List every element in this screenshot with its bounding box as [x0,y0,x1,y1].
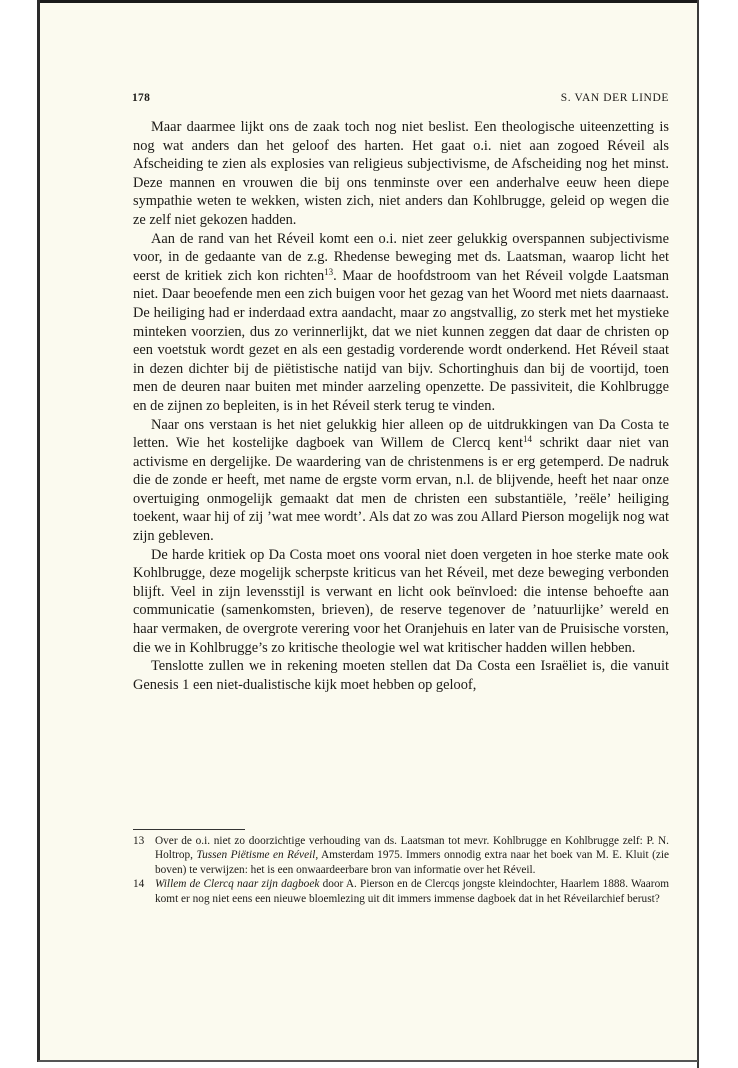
paragraph-text: schrikt daar niet van activisme en dergelijke. De waardering van de christenmens is er erg getemperd. De nadruk die de zonde er heeft, met name de ergste vorm ervan, n.l. de blijvende, heeft het naar onze overtuiging onmogelijk gemaakt dat men de christen een substantiële, ’reële’ heiliging toekent, waar hij of zij ’wat mee wordt’. Als dat zo was zou Allard Pierson mogelijk nog wat zijn gebleven. [133,435,669,545]
paragraph-text: . Maar de hoofdstroom van het Réveil volgde Laatsman niet. Daar beoefende men een zich buigen voor het gezag van het Woord met niets daarnaast. De heiliging had er inderdaad extra aandacht, maar zo angstvallig, zo sterk met het mystieke minteken voorzien, dus zo verinnerlijkt, dat we niet kunnen zeggen dat daar de christen op een voetstuk wordt gezet en als een gestadig vorderende wordt onderkend. Het Réveil staat in dezen dichter bij de piëtistische natijd van bijv. Schortinghuis dan bij de voortijd, toen men de deuren naar buiten met minder aarzeling openzette. De passiviteit, die Kohlbrugge en de zijnen zo bepleiten, is in het Réveil sterk terug te vinden. [133,267,669,414]
footnote-number: 13 [133,835,145,847]
paragraph-text: Naar ons verstaan is het niet gelukkig hier alleen op de uitdrukkingen van Da Costa te letten. Wie het kostelijke dagboek van Willem de Clercq kent [133,416,669,452]
footnote-title: Tussen Piëtisme en Réveil, [196,849,319,862]
footnote-text: Amsterdam 1975. Immers onnodig extra naar het boek van M. E. Kluit (zie boven) te verwijzen: het is een onwaardeerbare bron van informatie over het Réveil. [155,849,670,876]
footnote-text: Over de o.i. niet zo doorzichtige verhouding van ds. Laatsman tot mevr. Kohlbrugge en Kohlbrugge zelf: P. N. Holtrop, [155,835,669,862]
scan-edge-top [38,0,698,3]
scan-edge-right [697,0,699,1068]
paragraph [133,416,669,546]
paragraph: Tenslotte zullen we in rekening moeten stellen dat Da Costa een Israëliet is, die vanuit Genesis 1 een niet-dualistische kijk moet hebben op geloof, [133,658,669,693]
footnote [133,834,669,877]
footnote-text: door A. Pierson en de Clercqs jongste kleindochter, Haarlem 1888. Waarom komt er nog niet eens een nieuwe bloemlezing uit dit immers immense dagboek dat in het Réveilarchief berust? [155,878,670,905]
body-text [133,118,669,694]
paragraph-text: Aan de rand van het Réveil komt een o.i. niet zeer gelukkig overspannen subjectivisme voor, in de gedaante van de z.g. Rhedense beweging met ds. Laatsman, waarop licht het eerst de kritiek zich kon richten [133,230,669,284]
scan-edge-left [37,0,40,1062]
running-head-author: S. VAN DER LINDE [560,92,669,104]
paragraph: De harde kritiek op Da Costa moet ons vooral niet doen vergeten in hoe sterke mate ook Kohlbrugge, deze mogelijk scherpste kriticus van het Réveil, met deze beweging verbonden blijft. Veel in zijn levensstijl is verwant en licht ook beïnvloed: die intense behoefte aan communicatie (samenkomsten, brieven), de reserve tegenover de ’natuurlijke’ wereld en haar vermaken, de overgrote verering voor het Oranjehuis en later van de Pruisische vorsten, die we in Kohlbrugge’s zo kritische theologie wel wat kritischer hadden willen hebben. [133,546,669,656]
paragraph: Maar daarmee lijkt ons de zaak toch nog niet beslist. Een theologische uiteenzetting is nog wat anders dan het geloof des harten. Het gaat o.i. niet aan zogoed Réveil als Afscheiding te zien als explosies van religieus subjectivisme, de Afscheiding nog het minst. Deze mannen en vrouwen die bij ons tenminste over een anderhalve eeuw heen diepe sympathie weten te wekken, wisten zich, niet anders dan Kohlbrugge, geleid op wegen die ze zelf niet gekozen hadden. [133,119,669,228]
paragraph [133,230,669,416]
footnote [133,877,669,906]
footnote-rule [133,829,245,830]
page-number: 178 [132,92,151,104]
footnote-title: Willem de Clercq naar zijn dagboek [155,878,320,891]
footnote-ref: 13 [324,266,334,277]
footnote-ref: 14 [522,434,532,445]
footnote-number: 14 [133,878,145,891]
running-head [132,92,669,108]
scan-edge-bottom [38,1060,698,1062]
footnotes [133,834,669,906]
